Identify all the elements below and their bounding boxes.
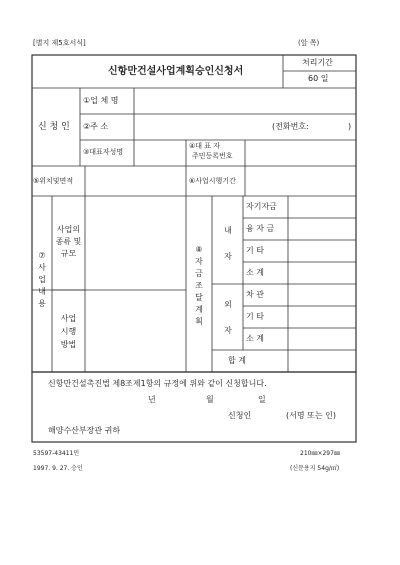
paper-size: 210㎜×297㎜ bbox=[300, 450, 340, 457]
applicant-section-label: 신 청 인 bbox=[38, 122, 70, 132]
foreign-funds-label: 외 자 bbox=[224, 300, 232, 335]
funding-row-domestic-subtotal: 소 계 bbox=[246, 268, 264, 277]
form-number: [별지 제5호서식] bbox=[33, 39, 86, 47]
funding-row-foreign-loan: 차 관 bbox=[246, 290, 264, 299]
signature-label: (서명 또는 인) bbox=[286, 411, 336, 420]
phone-close: ) bbox=[348, 122, 352, 131]
location-area-label: ⑤위치및면적 bbox=[33, 177, 74, 185]
funding-plan-label: ⑧ 자 금 조 달 계 획 bbox=[195, 245, 203, 326]
representative-name-label: ③대표자성명 bbox=[83, 148, 124, 156]
approval-date: 1997. 9. 27. 승인 bbox=[33, 465, 83, 472]
funding-row-loan: 융 자 금 bbox=[246, 224, 275, 233]
funding-row-domestic-other: 기 타 bbox=[246, 246, 264, 255]
recipient-label: 해양수산부장관 귀하 bbox=[48, 426, 121, 435]
address-label: ②주 소 bbox=[83, 122, 109, 131]
processing-period-label: 처리기간 bbox=[302, 58, 333, 67]
funding-row-own-capital: 자기자금 bbox=[246, 202, 277, 211]
domestic-funds-label: 내 자 bbox=[224, 226, 232, 261]
representative-id-label-2: 주민등록번호 bbox=[192, 152, 233, 160]
business-period-label: ⑥사업시행기간 bbox=[189, 177, 236, 185]
form-title: 신항만건설사업계획승인신청서 bbox=[108, 66, 244, 77]
company-name-label: ①업 체 명 bbox=[83, 96, 119, 105]
business-content-section-label: ⑦ 사 업 내 용 bbox=[38, 251, 46, 308]
date-day-label: 일 bbox=[258, 395, 266, 404]
funding-row-foreign-other: 기 타 bbox=[246, 312, 264, 321]
business-method-label: 사업 시행 방법 bbox=[60, 314, 77, 349]
representative-id-label-1: ④대 표 자 bbox=[189, 142, 221, 150]
funding-total-label: 합 계 bbox=[228, 356, 246, 365]
processing-period-value: 60 일 bbox=[308, 74, 329, 83]
form-code: 53597-43411민 bbox=[33, 450, 80, 457]
phone-label: (전화번호: bbox=[272, 122, 309, 131]
funding-row-foreign-subtotal: 소 계 bbox=[246, 334, 264, 343]
page-side-note: (앞 쪽) bbox=[298, 39, 320, 47]
business-type-label: 사업의 종류 및 규모 bbox=[55, 225, 82, 258]
paper-type: (신문용지 54g/㎡) bbox=[290, 465, 340, 472]
declaration-statement: 신항만건설촉진법 제8조제1항의 규정에 위와 같이 신청합니다. bbox=[48, 379, 267, 388]
date-month-label: 월 bbox=[206, 395, 214, 404]
date-year-label: 년 bbox=[148, 395, 156, 404]
applicant-sign-label: 신청인 bbox=[228, 411, 252, 420]
